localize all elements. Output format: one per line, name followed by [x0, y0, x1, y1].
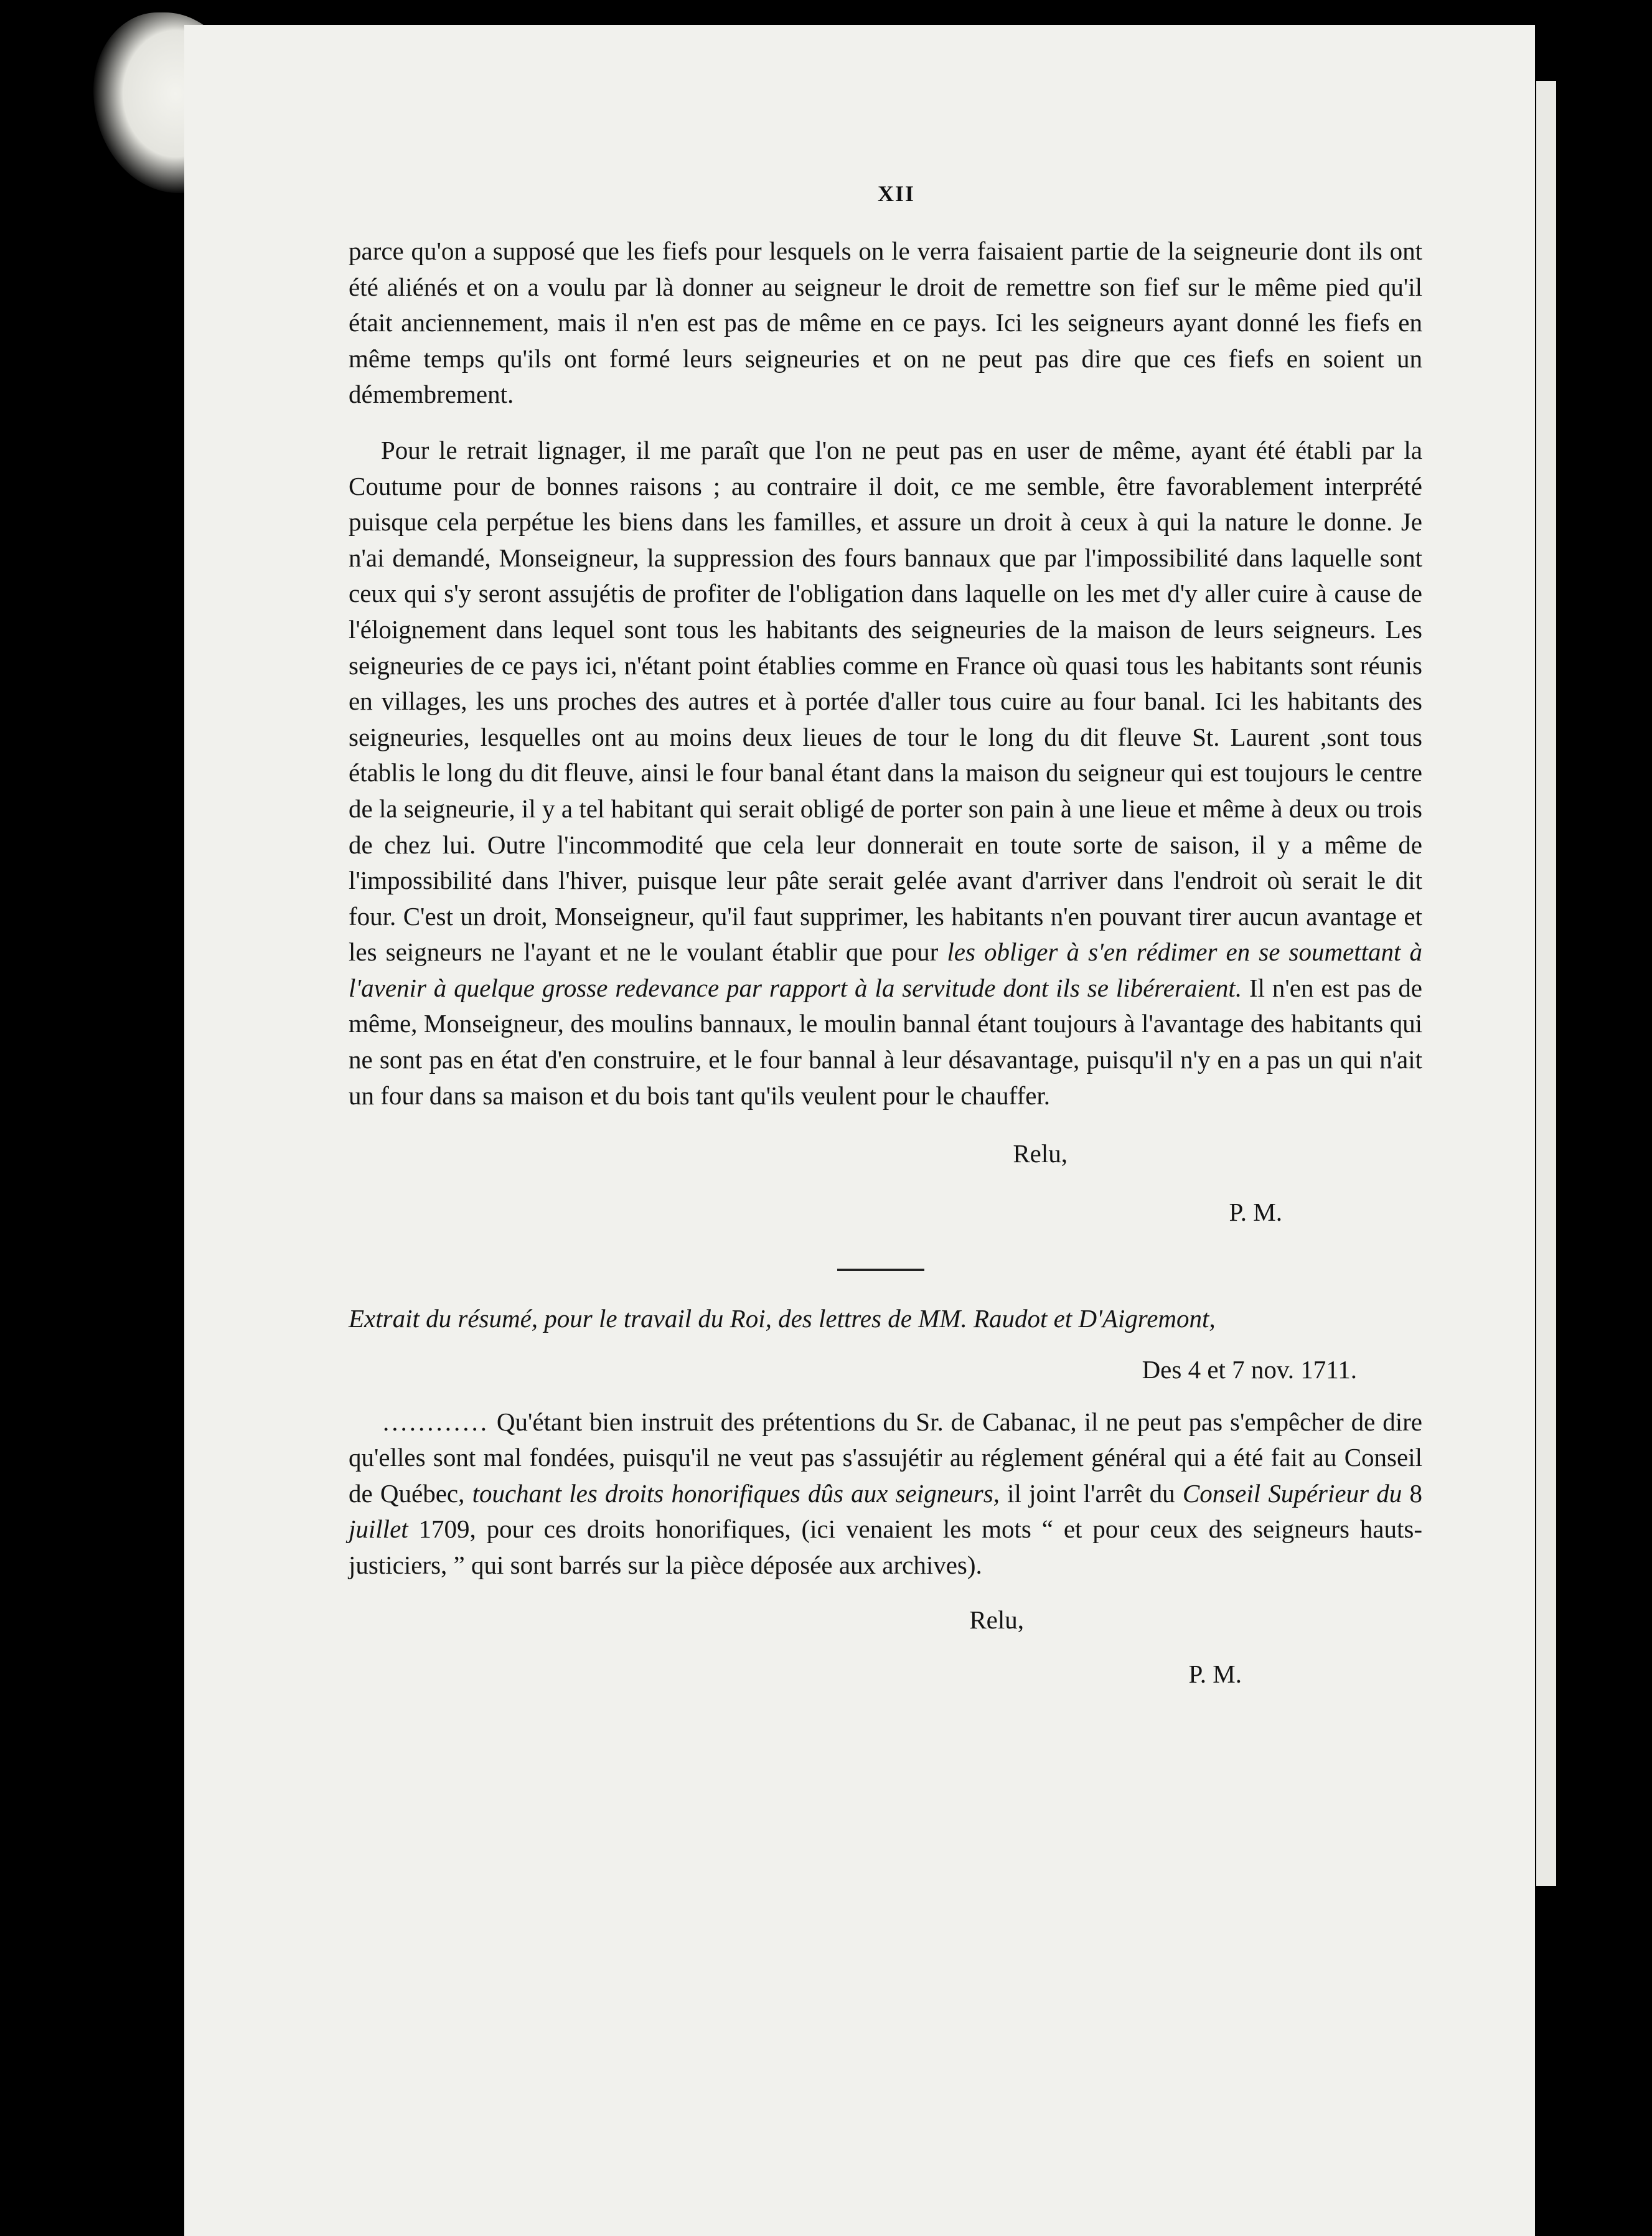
paragraph-3-italic-3: juillet	[349, 1515, 408, 1544]
paragraph-3-text-d: 1709, pour ces droits honorifiques, (ici venaient les mots “ et pour ceux des seigneurs hauts-justiciers, ” qui sont barrés sur la pièce déposée aux archives).	[349, 1515, 1422, 1579]
signature-relu-2: Relu,	[969, 1605, 1024, 1634]
paragraph-3-italic-2: Conseil Supérieur du	[1182, 1478, 1402, 1508]
paragraph-2-text-a: Pour le retrait lignager, il me paraît que l'on ne peut pas en user de même, ayant été établi par la Coutume pour de bonnes raisons ; au contraire il doit, ce me semble, être favorablement interprété puisque cela perpétue les biens dans les familles, et assure un droit à ceux à qui la nature le donne. Je n'ai demandé, Monseigneur, la suppression des fours bannaux que par l'impossibilité dans laquelle sont ceux qui s'y seront assujétis de profiter de l'obligation dans laquelle on les met d'y aller cuire à cause de l'éloignement dans lequel sont tous les habitants des seigneuries de la maison de leurs seigneurs. Les seigneuries de ce pays ici, n'étant point établies comme en France où quasi tous les habitants sont réunis en villages, les uns proches des autres et à portée d'aller tous cuire au four banal. Ici les habitants des seigneuries, lesquelles ont au moins deux lieues de tour le long du dit fleuve St. Laurent ,sont tous établis le long du dit fleuve, ainsi le four banal étant dans la maison du seigneur qui est toujours le centre de la seigneurie, il y a tel habitant qui serait obligé de porter son pain à une lieue et même à deux ou trois de chez lui. Outre l'incommodité que cela leur donnerait en toute sorte de saison, il y a même de l'impossibilité dans l'hiver, puisque leur pâte serait gelée avant d'arriver dans l'endroit où serait le dit four. C'est un droit, Monseigneur, qu'il faut supprimer, les habitants n'en pouvant tirer aucun avantage et les seigneurs ne l'ayant et ne le voulant établir que pour	[349, 435, 1422, 967]
paragraph-2	[349, 433, 1422, 1114]
paragraph-1: parce qu'on a supposé que les fiefs pour lesquels on le verra faisaient partie de la seigneurie dont ils ont été aliénés et on a voulu par là donner au seigneur le droit de remettre son fief sur le même pied qu'il était anciennement, mais il n'en est pas de même en ce pays. Ici les seigneurs ayant donné les fiefs en même temps qu'ils ont formé leurs seigneuries et on ne peut pas dire que ces fiefs en soient un démembrement.	[349, 237, 1422, 409]
extract-date: Des 4 et 7 nov. 1711.	[1142, 1355, 1357, 1384]
paragraph-2-italic: les obliger à s'en rédimer en se soumettant à l'avenir à quelque grosse redevance par rapport à la servitude dont ils se libéreraient.	[349, 937, 1422, 1002]
signature-relu-1: Relu,	[1013, 1139, 1068, 1168]
document-body	[349, 233, 1422, 1693]
paragraph-3-text-c: 8	[1402, 1478, 1422, 1508]
paragraph-2-text-b: Il n'en est pas de même, Monseigneur, des moulins bannaux, le moulin bannal étant toujours à l'avantage des habitants qui ne sont pas en état d'en construire, et le four bannal à leur désavantage, puisqu'il n'y en a pas un qui n'ait un four dans sa maison et du bois tant qu'ils veulent pour le chauffer.	[349, 973, 1422, 1110]
paragraph-3	[349, 1404, 1422, 1584]
paragraph-3-italic-1: touchant les droits honorifiques dûs aux seigneurs,	[472, 1478, 1000, 1508]
paragraph-3-text-a: Qu'étant bien instruit des prétentions du Sr. de Cabanac, il ne peut pas s'empêcher de dire qu'elles sont mal fondées, puisqu'il ne veut pas s'assujétir au réglement général qui a été fait au Conseil de Québec,	[349, 1407, 1422, 1508]
page-number: XII	[877, 181, 916, 206]
signature-initials-2: P. M.	[1188, 1660, 1242, 1689]
paragraph-3-dots: ............	[383, 1407, 489, 1436]
section-divider	[837, 1269, 924, 1271]
extract-heading: Extrait du résumé, pour le travail du Roi, des lettres de MM. Raudot et D'Aigremont,	[349, 1304, 1216, 1333]
signature-initials-1: P. M.	[1229, 1197, 1282, 1226]
paragraph-3-text-b: il joint l'arrêt du	[999, 1478, 1183, 1508]
adjacent-page-edge	[1536, 81, 1556, 1886]
